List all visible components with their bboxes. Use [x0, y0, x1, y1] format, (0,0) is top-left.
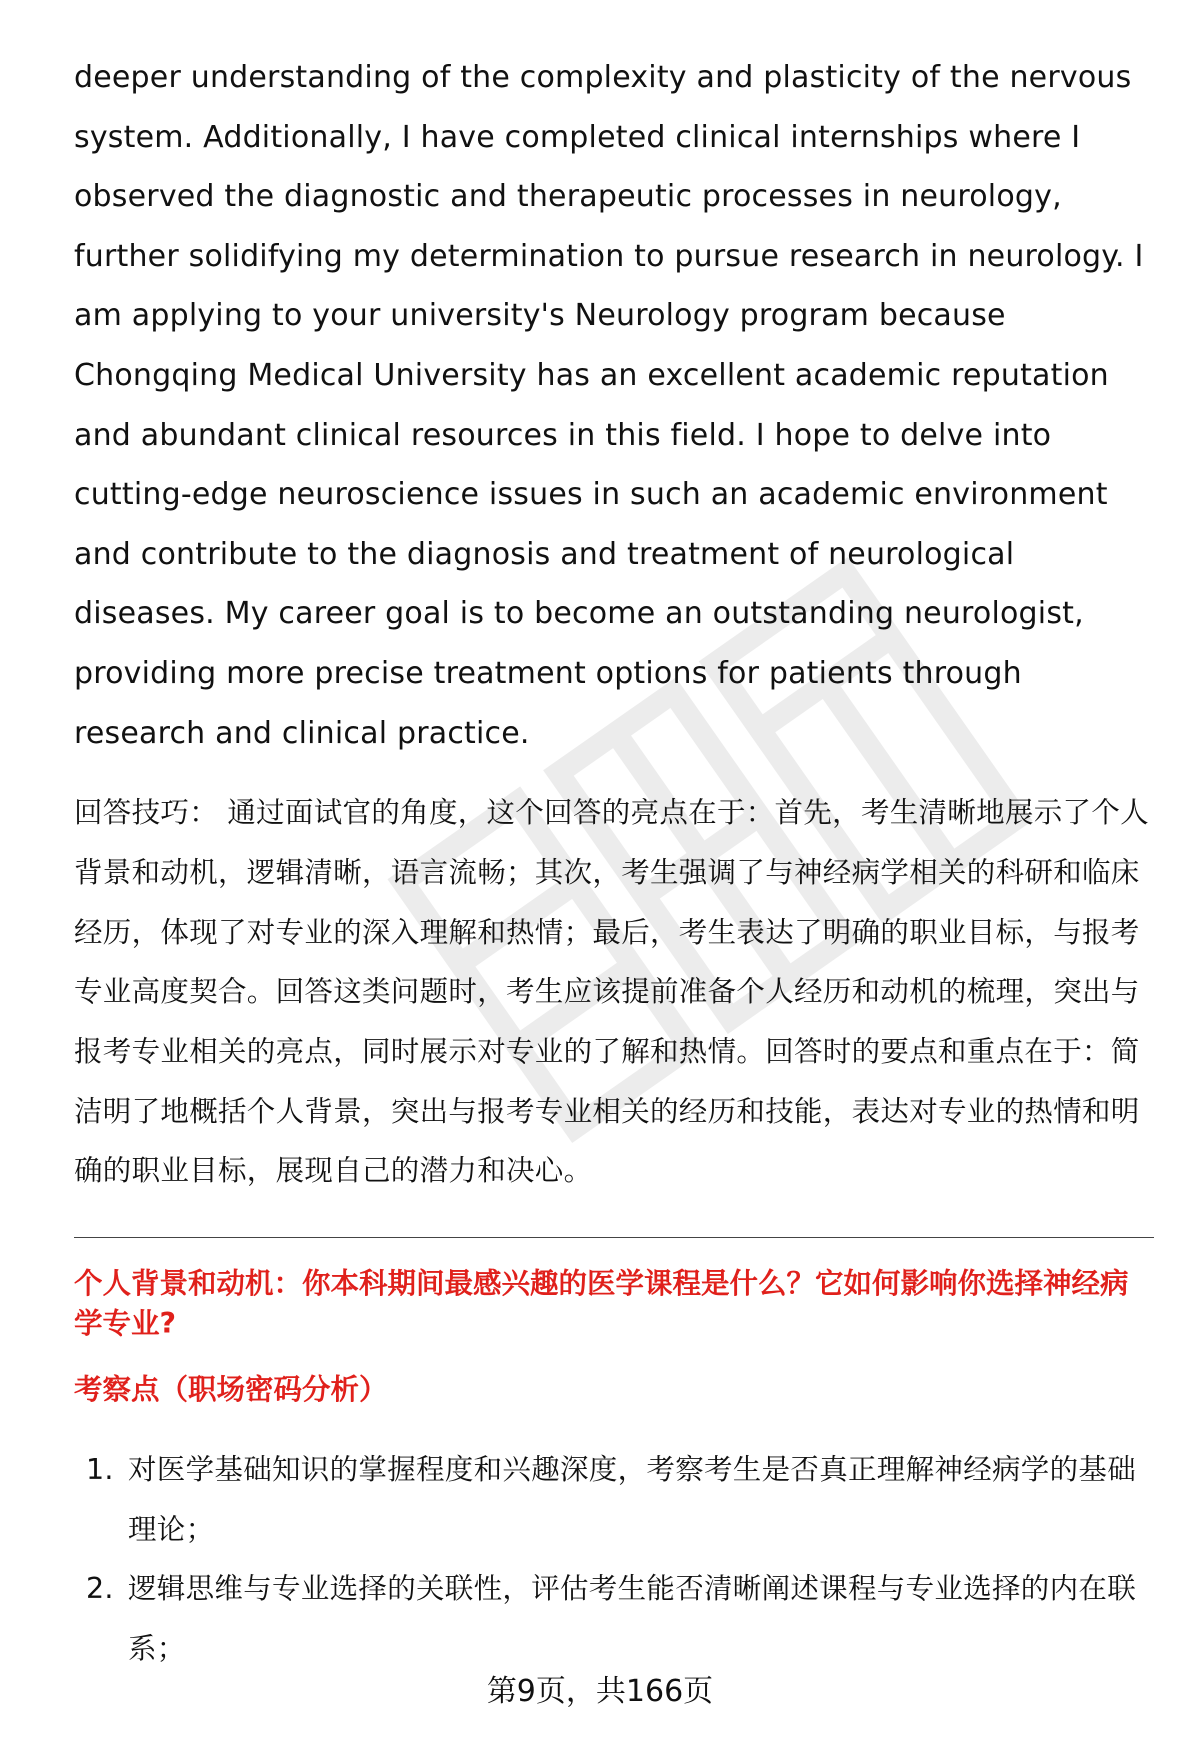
list-item-text: 逻辑思维与专业选择的关联性，评估考生能否清晰阐述课程与专业选择的内在联系；: [128, 1572, 1137, 1666]
list-item-number: 1.: [86, 1453, 114, 1487]
list-item-number: 2.: [86, 1572, 114, 1606]
page-indicator: 第9页，共166页: [486, 1674, 714, 1709]
assessment-points-list: [74, 1440, 1154, 1679]
document-page: [74, 48, 1154, 1679]
question-heading: 个人背景和动机：你本科期间最感兴趣的医学课程是什么？它如何影响你选择神经病学专业?: [74, 1267, 1129, 1341]
english-answer-paragraph: deeper understanding of the complexity and plasticity of the nervous system. Additionally, I have completed clinical internships where I observed the diagnostic and therapeutic processes in neurology, further solidifying my determination to pursue research in neurology. I am applying to your university's Neurology program because Chongqing Medical University has an excellent academic reputation and abundant clinical resources in this field. I hope to delve into cutting-edge neuroscience issues in such an academic environment and contribute to the diagnosis and treatment of neurological diseases. My career goal is to become an outstanding neurologist, providing more precise treatment options for patients through research and clinical practice.: [74, 60, 1144, 751]
assessment-points-heading: 考察点（职场密码分析）: [74, 1373, 388, 1407]
list-item-text: 对医学基础知识的掌握程度和兴趣深度，考察考生是否真正理解神经病学的基础理论；: [128, 1453, 1137, 1546]
section-divider: [74, 1237, 1154, 1238]
list-item: [74, 1559, 1154, 1678]
list-item: [74, 1440, 1154, 1559]
answer-tips-paragraph: 回答技巧： 通过面试官的角度，这个回答的亮点在于：首先，考生清晰地展示了个人背景和动机，逻辑清晰，语言流畅；其次，考生强调了与神经病学相关的科研和临床经历，体现了对专业的深入理解和热情；最后，考生表达了明确的职业目标，与报考专业高度契合。回答这类问题时，考生应该提前准备个人经历和动机的梳理，突出与报考专业相关的亮点，同时展示对专业的了解和热情。回答时的要点和重点在于：简洁明了地概括个人背景，突出与报考专业相关的经历和技能，表达对专业的热情和明确的职业目标，展现自己的潜力和决心。: [74, 796, 1149, 1188]
